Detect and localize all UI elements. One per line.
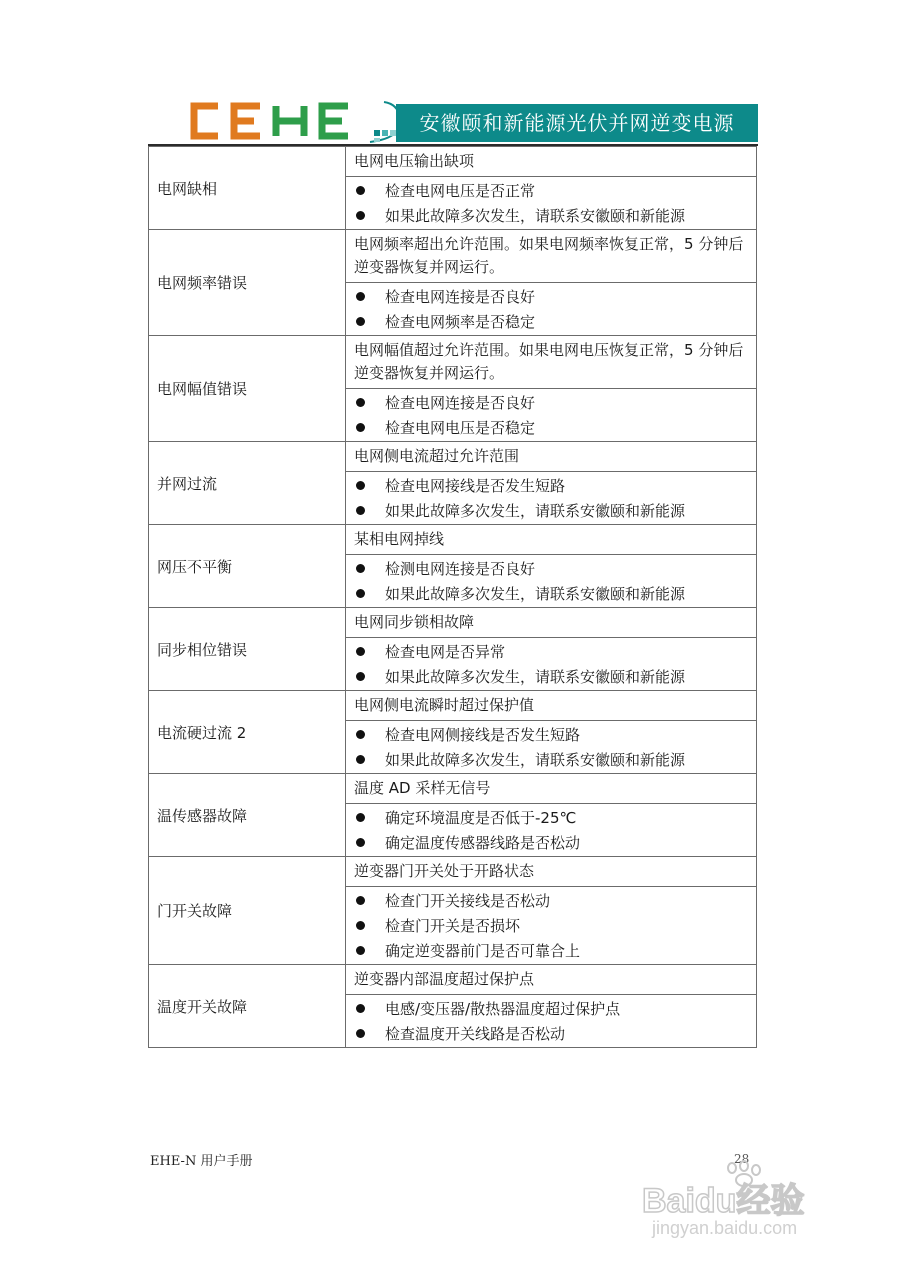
action-item <box>354 284 756 309</box>
bullet-icon <box>356 398 365 407</box>
fault-row <box>149 965 757 1048</box>
fault-row <box>149 230 757 336</box>
fault-row <box>149 774 757 857</box>
action-item <box>354 1021 756 1046</box>
fault-row <box>149 147 757 230</box>
bullet-icon <box>356 755 365 764</box>
action-text: 如果此故障多次发生，请联系安徽颐和新能源 <box>385 502 686 520</box>
fault-name: 电网缺相 <box>149 147 346 230</box>
action-text: 检查电网频率是否稳定 <box>385 313 536 331</box>
action-text: 如果此故障多次发生，请联系安徽颐和新能源 <box>385 751 686 769</box>
fault-actions <box>346 637 756 690</box>
bullet-icon <box>356 813 365 822</box>
action-text: 检查电网连接是否良好 <box>385 394 536 412</box>
action-text: 如果此故障多次发生，请联系安徽颐和新能源 <box>385 207 686 225</box>
action-item <box>354 830 756 855</box>
fault-row <box>149 525 757 608</box>
bullet-icon <box>356 1004 365 1013</box>
action-item <box>354 747 756 772</box>
action-item <box>354 556 756 581</box>
bullet-icon <box>356 896 365 905</box>
fault-description: 电网幅值超过允许范围。如果电网电压恢复正常，5 分钟后逆变器恢复并网运行。 <box>354 341 744 382</box>
fault-detail <box>346 336 757 442</box>
fault-description: 电网频率超出允许范围。如果电网频率恢复正常，5 分钟后逆变器恢复并网运行。 <box>354 235 744 276</box>
fault-table <box>148 146 757 1048</box>
bullet-icon <box>356 946 365 955</box>
page-header <box>148 96 758 146</box>
fault-name: 温传感器故障 <box>149 774 346 857</box>
fault-description: 逆变器内部温度超过保护点 <box>354 970 535 988</box>
fault-detail <box>346 230 757 336</box>
fault-name: 网压不平衡 <box>149 525 346 608</box>
fault-description: 温度 AD 采样无信号 <box>354 779 491 797</box>
fault-actions <box>346 282 756 335</box>
action-item <box>354 805 756 830</box>
action-item <box>354 888 756 913</box>
action-text: 检查电网接线是否发生短路 <box>385 477 566 495</box>
action-item <box>354 473 756 498</box>
fault-name: 电流硬过流 2 <box>149 691 346 774</box>
bullet-icon <box>356 1029 365 1038</box>
bullet-icon <box>356 317 365 326</box>
action-text: 检测电网连接是否良好 <box>385 560 536 578</box>
bullet-icon <box>356 186 365 195</box>
fault-description: 电网侧电流超过允许范围 <box>354 447 520 465</box>
action-item <box>354 581 756 606</box>
bullet-icon <box>356 211 365 220</box>
fault-description: 电网同步锁相故障 <box>354 613 475 631</box>
action-item <box>354 996 756 1021</box>
fault-row <box>149 691 757 774</box>
brand-banner: 安徽颐和新能源光伏并网逆变电源 <box>396 104 758 142</box>
action-item <box>354 415 756 440</box>
fault-actions <box>346 176 756 229</box>
fault-actions <box>346 554 756 607</box>
fault-row <box>149 336 757 442</box>
fault-detail <box>346 525 757 608</box>
action-text: 如果此故障多次发生，请联系安徽颐和新能源 <box>385 668 686 686</box>
action-text: 检查电网是否异常 <box>385 643 506 661</box>
bullet-icon <box>356 423 365 432</box>
baidu-watermark <box>640 1160 850 1240</box>
bullet-icon <box>356 921 365 930</box>
watermark-brand: Baidu经验 <box>642 1182 805 1220</box>
baidu-paw-icon <box>640 1160 850 1240</box>
fault-description: 逆变器门开关处于开路状态 <box>354 862 535 880</box>
fault-row <box>149 608 757 691</box>
fault-description: 电网电压输出缺项 <box>354 152 475 170</box>
bullet-icon <box>356 730 365 739</box>
action-text: 检查门开关接线是否松动 <box>385 892 551 910</box>
action-item <box>354 938 756 963</box>
bullet-icon <box>356 647 365 656</box>
page-number: 28 <box>734 1152 750 1166</box>
bullet-icon <box>356 292 365 301</box>
fault-detail <box>346 774 757 857</box>
action-text: 检查电网连接是否良好 <box>385 288 536 306</box>
fault-name: 电网频率错误 <box>149 230 346 336</box>
fault-description: 某相电网掉线 <box>354 530 445 548</box>
action-item <box>354 498 756 523</box>
action-text: 确定温度传感器线路是否松动 <box>385 834 581 852</box>
bullet-icon <box>356 589 365 598</box>
fault-detail <box>346 147 757 230</box>
action-item <box>354 722 756 747</box>
fault-actions <box>346 388 756 441</box>
action-item <box>354 203 756 228</box>
fault-name: 电网幅值错误 <box>149 336 346 442</box>
action-item <box>354 178 756 203</box>
action-item <box>354 913 756 938</box>
action-text: 检查电网电压是否正常 <box>385 182 536 200</box>
bullet-icon <box>356 506 365 515</box>
fault-actions <box>346 803 756 856</box>
action-text: 检查温度开关线路是否松动 <box>385 1025 566 1043</box>
action-text: 电感/变压器/散热器温度超过保护点 <box>385 1000 621 1018</box>
bullet-icon <box>356 564 365 573</box>
bullet-icon <box>356 838 365 847</box>
fault-table-body <box>149 147 757 1048</box>
action-item <box>354 664 756 689</box>
fault-name: 同步相位错误 <box>149 608 346 691</box>
fault-detail <box>346 691 757 774</box>
fault-actions <box>346 720 756 773</box>
fault-detail <box>346 857 757 965</box>
action-text: 如果此故障多次发生，请联系安徽颐和新能源 <box>385 585 686 603</box>
action-item <box>354 390 756 415</box>
fault-detail <box>346 608 757 691</box>
fault-name: 并网过流 <box>149 442 346 525</box>
action-text: 检查电网电压是否稳定 <box>385 419 536 437</box>
fault-name: 温度开关故障 <box>149 965 346 1048</box>
fault-row <box>149 857 757 965</box>
action-text: 检查门开关是否损坏 <box>385 917 521 935</box>
footer-manual-name: EHE-N 用户手册 <box>150 1154 253 1169</box>
fault-description: 电网侧电流瞬时超过保护值 <box>354 696 535 714</box>
action-text: 检查电网侧接线是否发生短路 <box>385 726 581 744</box>
fault-actions <box>346 471 756 524</box>
action-item <box>354 639 756 664</box>
watermark-url: jingyan.baidu.com <box>652 1218 798 1238</box>
fault-detail <box>346 442 757 525</box>
action-text: 确定环境温度是否低于-25℃ <box>385 809 577 827</box>
fault-actions <box>346 994 756 1047</box>
bullet-icon <box>356 481 365 490</box>
fault-row <box>149 442 757 525</box>
action-text: 确定逆变器前门是否可靠合上 <box>385 942 581 960</box>
action-item <box>354 309 756 334</box>
fault-detail <box>346 965 757 1048</box>
fault-name: 门开关故障 <box>149 857 346 965</box>
fault-actions <box>346 886 756 964</box>
bullet-icon <box>356 672 365 681</box>
